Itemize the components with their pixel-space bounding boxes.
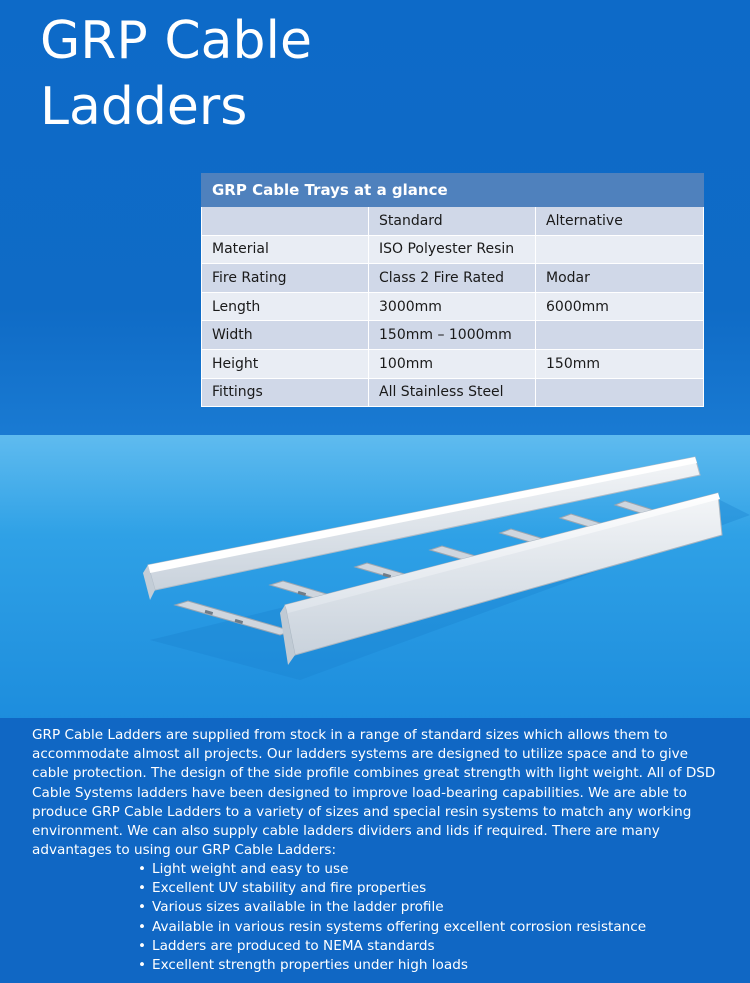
list-item — [138, 898, 718, 917]
table-heading: GRP Cable Trays at a glance — [202, 174, 704, 207]
row-label: Material — [202, 235, 369, 264]
spec-table — [201, 173, 704, 407]
row-standard: All Stainless Steel — [369, 378, 536, 407]
row-alternative: Modar — [536, 264, 704, 293]
table-row — [202, 292, 704, 321]
bullet-icon: • — [138, 861, 147, 877]
row-label: Width — [202, 321, 369, 350]
bullet-icon: • — [138, 918, 147, 935]
table-row — [202, 349, 704, 378]
column-header-standard: Standard — [369, 207, 536, 236]
row-label: Height — [202, 349, 369, 378]
row-standard: 3000mm — [369, 292, 536, 321]
bullet-icon: • — [138, 957, 147, 974]
column-header — [202, 207, 369, 236]
row-standard: 100mm — [369, 349, 536, 378]
table-header-row — [202, 207, 704, 236]
list-item — [138, 937, 718, 956]
row-label: Fittings — [202, 378, 369, 407]
bullet-icon: • — [138, 899, 147, 916]
list-item-text: Excellent UV stability and fire properties — [152, 880, 427, 897]
advantages-list — [138, 860, 718, 975]
table-row — [202, 378, 704, 407]
row-alternative: 150mm — [536, 349, 704, 378]
row-alternative — [536, 235, 704, 264]
list-item-text: Various sizes available in the ladder profile — [152, 899, 444, 916]
table-row — [202, 235, 704, 264]
row-standard: 150mm – 1000mm — [369, 321, 536, 350]
table-title-row — [202, 174, 704, 207]
cable-ladder-illustration — [0, 435, 750, 720]
list-item — [138, 956, 718, 975]
bullet-icon: • — [138, 937, 147, 954]
column-header-alternative: Alternative — [536, 207, 704, 236]
description-text: GRP Cable Ladders are supplied from stock in a range of standard sizes which allows them to accommodate almost all projects. Our ladders systems are designed to utilize space and to give cable protection. The design of the side profile combines great strength with light weight. All of DSD Cable Systems ladders have been designed to improve load-bearing capabilities. We are able to produce GRP Cable Ladders to a variety of sizes and special resin systems to match any working environment. We can also supply cable ladders dividers and lids if required. There are many advantages to using our GRP Cable Ladders: — [32, 727, 716, 859]
row-label: Fire Rating — [202, 264, 369, 293]
row-standard: ISO Polyester Resin — [369, 235, 536, 264]
list-item — [138, 918, 718, 937]
cable-ladder-image — [0, 435, 750, 720]
list-item-text: Available in various resin systems offering excellent corrosion resistance — [152, 918, 647, 935]
row-alternative — [536, 321, 704, 350]
table-row — [202, 264, 704, 293]
list-item — [138, 860, 718, 879]
list-item-text: Excellent strength properties under high loads — [152, 957, 468, 974]
table-row — [202, 321, 704, 350]
list-item-text: Ladders are produced to NEMA standards — [152, 937, 435, 954]
row-alternative: 6000mm — [536, 292, 704, 321]
page-title: GRP Cable Ladders — [40, 11, 312, 137]
bullet-icon: • — [138, 880, 147, 897]
list-item — [138, 879, 718, 898]
row-label: Length — [202, 292, 369, 321]
list-item-text: Light weight and easy to use — [152, 861, 349, 877]
row-standard: Class 2 Fire Rated — [369, 264, 536, 293]
row-alternative — [536, 378, 704, 407]
